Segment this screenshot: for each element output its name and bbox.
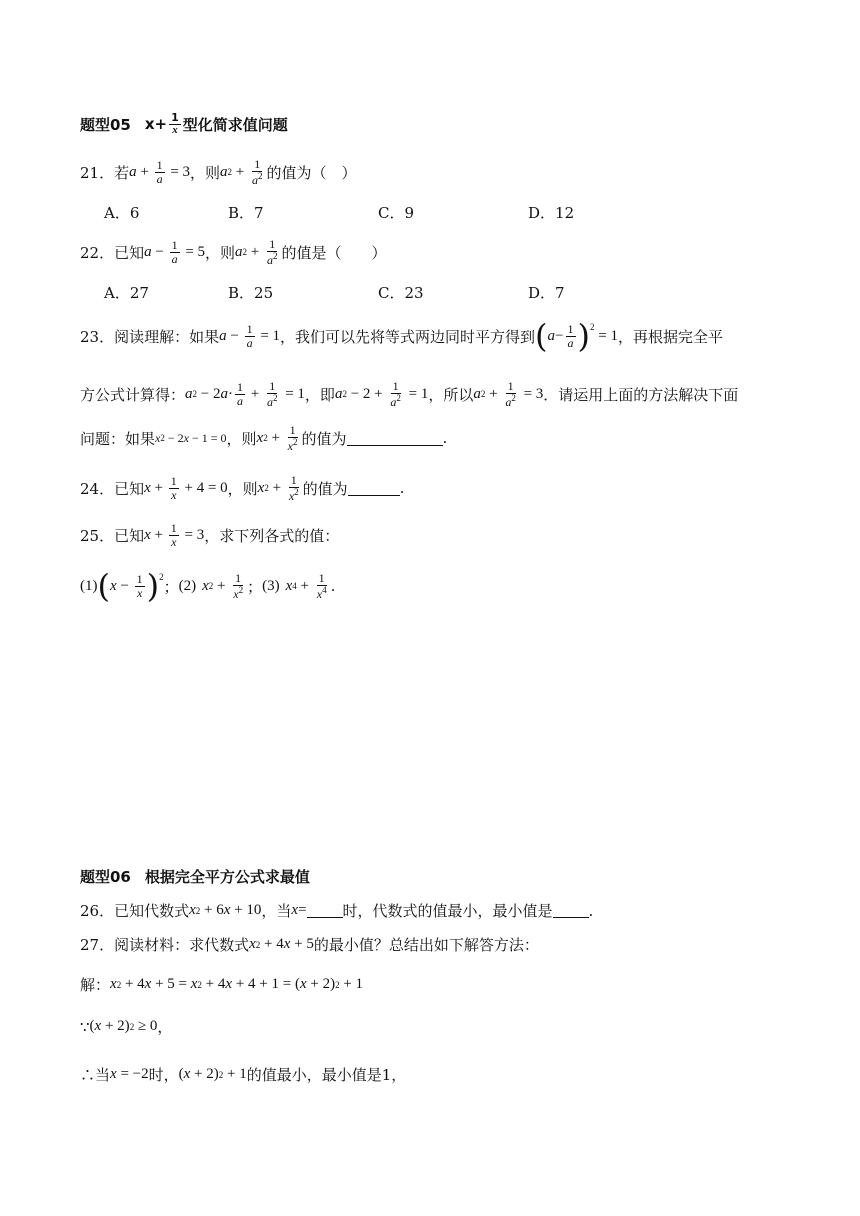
q22-option-a: A．27 xyxy=(104,284,149,302)
question-23-line-3: 问题：如果 x 2 − 2 x − 1 = 0 ，则 x 2 + $\frac{1}{x^2}$ 的值为 . xyxy=(80,423,448,453)
question-25-parts: (1) ( x − $\frac{1}{x}$ ) $^2$ ； (2) x 2 + $\frac{1}{x^2}$ ； (3) x 4 + $\frac{1}{x^4}$ . xyxy=(80,567,336,605)
question-25: 25．已知 x + $\frac{1}{x}$ = 3 ，求下列各式的值： xyxy=(80,521,340,549)
q22-option-d: D．7 xyxy=(528,284,565,302)
q27-solution-line-3: ∴当 x = −2 时， ( x + 2) 2 + 1 的值最小，最小值是1， xyxy=(80,1066,407,1084)
section-05-title: 型化简求值问题 xyxy=(182,115,288,134)
q23-answer-blank[interactable] xyxy=(347,431,443,446)
q22-option-c: C．23 xyxy=(378,284,424,302)
section-05-label: 题型05 xyxy=(80,115,131,134)
q26-min-blank[interactable] xyxy=(553,903,589,918)
q21-option-b: B．7 xyxy=(228,204,264,222)
q21-option-a: A．6 xyxy=(104,204,140,222)
q27-solution-line-1: 解： x 2 + 4 x + 5 = x 2 + 4 x + 4 + 1 = ( x + 2) 2 + 1 xyxy=(80,976,364,994)
q21-option-c: C．9 xyxy=(378,204,415,222)
question-27: 27．阅读材料：求代数式 x 2 + 4 x + 5 的最小值？总结出如下解答方法： xyxy=(80,936,539,954)
question-22: 22．已知 a − $\frac{1}{a}$ = 5 ，则 a 2 + $\frac{1}{a^2}$ 的值是（ ） xyxy=(80,237,387,267)
section-06-label: 题型06 xyxy=(80,868,131,886)
question-23-line-2: 方公式计算得： a 2 − 2 a · $\frac{1}{a}$ + $\frac{1}{a^2}$ = 1 ，即 a 2 − 2 + $\frac{1}{a^2}$ = 1 ，所以 a 2 + $\frac{1}{a^2}$ = 3 ．请运用上面的方法解决下面 xyxy=(80,379,739,409)
section-05-heading: 题型05 x+ $\frac{1}{x}$ 型化简求值问题 xyxy=(80,111,288,136)
q27-solution-line-2: ∵ ( x + 2) 2 ≥ 0 ， xyxy=(80,1017,173,1036)
q26-x-blank[interactable] xyxy=(307,903,343,918)
q24-answer-blank[interactable] xyxy=(348,481,400,496)
q21-option-d: D．12 xyxy=(528,204,575,222)
section-06-heading xyxy=(80,866,310,887)
q22-option-b: B．25 xyxy=(228,284,274,302)
question-26: 26．已知代数式 x 2 + 6 x + 10 ，当 x = 时，代数式的值最小，最小值是 . xyxy=(80,901,594,920)
question-24: 24．已知 x + $\frac{1}{x}$ + 4 = 0 ，则 x 2 + $\frac{1}{x^2}$ 的值为 . xyxy=(80,473,405,503)
question-21: 21．若 a + $\frac{1}{a}$ = 3 ，则 a 2 + $\frac{1}{a^2}$ 的值为（ ） xyxy=(80,157,357,187)
question-23: 23．阅读理解：如果 a − $\frac{1}{a}$ = 1 ，我们可以先将等式两边同时平方得到 ( a − $\frac{1}{a}$ ) $^2$ = 1 ，再根据完全平 xyxy=(80,317,723,355)
section-06-title: 根据完全平方公式求最值 xyxy=(144,868,310,886)
